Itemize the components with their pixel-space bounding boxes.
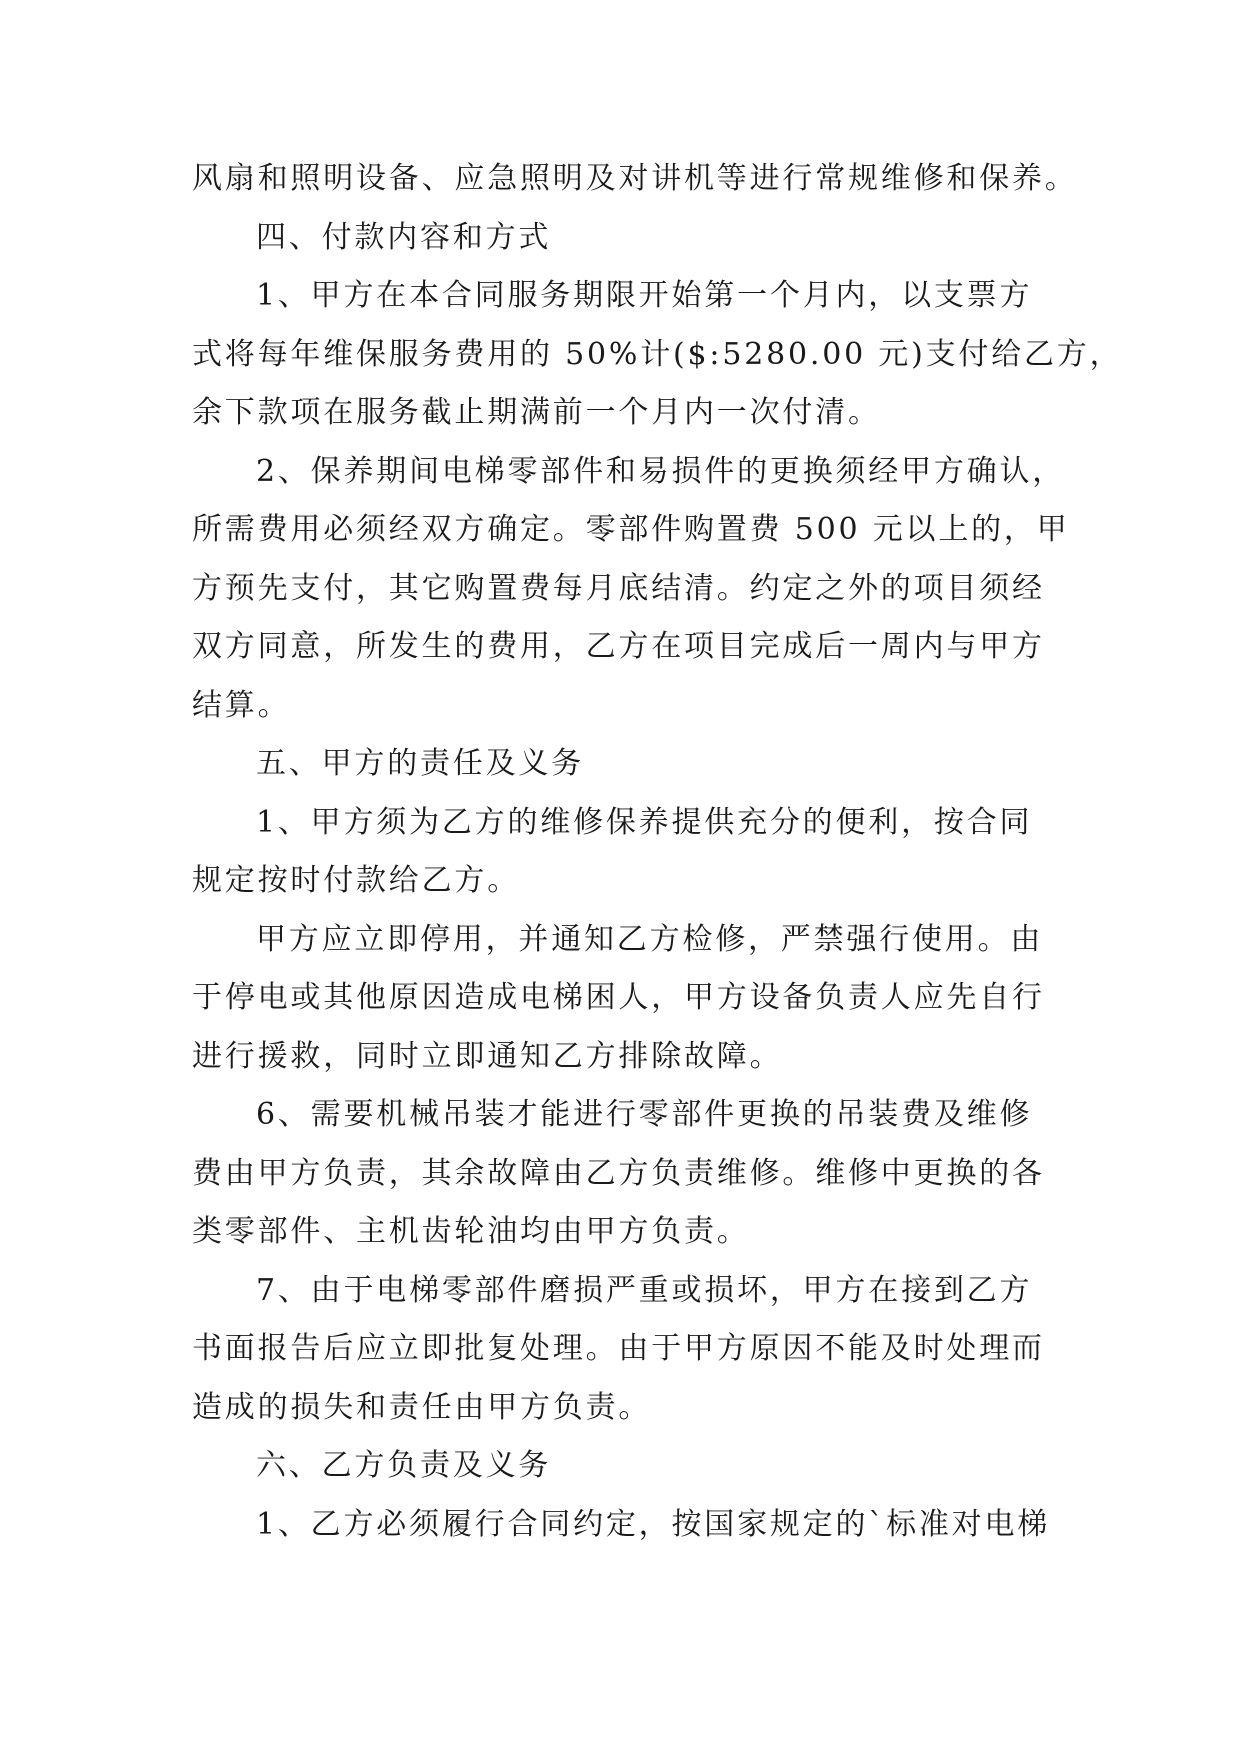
text-line: 规定按时付款给乙方。 — [192, 863, 520, 898]
text-line: 式将每年维保服务费用的 50%计($:5280.00 元)支付给乙方， — [192, 336, 1123, 372]
text-line: 于停电或其他原因造成电梯困人，甲方设备负责人应先自行 — [192, 980, 1045, 1015]
text-line: 方预先支付，其它购置费每月底结清。约定之外的项目须经 — [192, 570, 1045, 606]
text-line: 进行援救，同时立即通知乙方排除故障。 — [192, 1038, 783, 1074]
text-line: 结算。 — [192, 687, 291, 723]
text-line: 所需费用必须经双方确定。零部件购置费 500 元以上的，甲 — [192, 512, 1070, 547]
text-line: 书面报告后应立即批复处理。由于甲方原因不能及时处理而 — [192, 1331, 1045, 1366]
text-line: 6、需要机械吊装才能进行零部件更换的吊装费及维修 — [256, 1097, 1033, 1132]
text-line: 1、甲方须为乙方的维修保养提供充分的便利，按合同 — [256, 804, 1033, 840]
text-line: 2、保养期间电梯零部件和易损件的更换须经甲方确认， — [256, 453, 1066, 489]
text-line: 风扇和照明设备、应急照明及对讲机等进行常规维修和保养。 — [192, 161, 1078, 196]
section-heading: 六、乙方负责及义务 — [256, 1448, 552, 1483]
text-line: 1、甲方在本合同服务期限开始第一个月内，以支票方 — [256, 278, 1033, 313]
text-line: 费由甲方负责，其余故障由乙方负责维修。维修中更换的各 — [192, 1155, 1045, 1191]
text-line: 造成的损失和责任由甲方负责。 — [192, 1389, 652, 1425]
text-line: 1、乙方必须履行合同约定，按国家规定的`标准对电梯 — [256, 1506, 1051, 1542]
document-page — [192, 150, 1123, 1554]
text-line: 7、由于电梯零部件磨损严重或损坏，甲方在接到乙方 — [256, 1272, 1033, 1308]
text-line: 双方同意，所发生的费用，乙方在项目完成后一周内与甲方 — [192, 629, 1045, 664]
text-line: 甲方应立即停用，并通知乙方检修，严禁强行使用。由 — [256, 921, 1044, 957]
section-heading: 四、付款内容和方式 — [256, 219, 552, 255]
section-heading: 五、甲方的责任及义务 — [256, 746, 584, 781]
text-line: 类零部件、主机齿轮油均由甲方负责。 — [192, 1214, 750, 1249]
text-line: 余下款项在服务截止期满前一个月内一次付清。 — [192, 395, 881, 430]
